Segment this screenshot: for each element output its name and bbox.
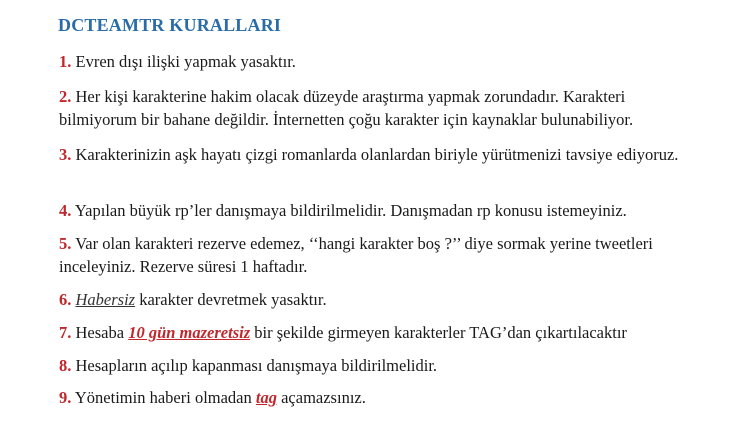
rule-number: 8. [59, 356, 72, 375]
rule-1 [59, 50, 699, 73]
rule-2 [59, 85, 699, 131]
rule-text-after: açamazsınız. [276, 388, 366, 407]
rule-number: 1. [59, 52, 72, 71]
rule-3 [59, 143, 699, 166]
rule-7 [59, 321, 699, 344]
rule-text-after: bir şekilde girmeyen karakterler TAG’dan çıkartılacaktır [250, 323, 627, 342]
rule-emphasis: tag [255, 388, 277, 407]
rule-emphasis: Habersiz [75, 290, 136, 309]
rule-number: 3. [59, 145, 72, 164]
rule-emphasis: 10 gün mazeretsiz [128, 323, 251, 342]
rule-number: 7. [59, 323, 72, 342]
rule-text: Her kişi karakterine hakim olacak düzeyde araştırma yapmak zorundadır. Karakteri bilmiyorum bir bahane değildir. İnternetten çoğu karakter için kaynaklar bulunabiliyor. [59, 87, 634, 129]
rule-text: Var olan karakteri rezerve edemez, ‘‘hangi karakter boş ?’’ diye sormak yerine tweetleri inceleyiniz. Rezerve süresi 1 haftadır. [59, 234, 653, 276]
rule-8 [59, 354, 699, 377]
rule-number: 5. [59, 234, 72, 253]
rule-6 [59, 288, 699, 311]
rule-text: Evren dışı ilişki yapmak yasaktır. [75, 52, 296, 71]
rule-4 [59, 199, 699, 222]
rule-number: 9. [59, 388, 72, 407]
rule-9 [59, 386, 699, 409]
rule-number: 6. [59, 290, 72, 309]
rule-text-before: Hesaba [75, 323, 129, 342]
document-title: DCTEAMTR KURALLARI [58, 15, 282, 35]
rule-text: karakter devretmek yasaktır. [135, 290, 327, 309]
rule-text-before: Yönetimin haberi olmadan [74, 388, 256, 407]
rule-number: 2. [59, 87, 72, 106]
rule-number: 4. [59, 201, 72, 220]
rule-5 [59, 232, 699, 278]
rule-text: Karakterinizin aşk hayatı çizgi romanlarda olanlardan biriyle yürütmenizi tavsiye ediyoruz. [75, 145, 679, 164]
rule-text: Yapılan büyük rp’ler danışmaya bildirilmelidir. Danışmadan rp konusu istemeyiniz. [74, 201, 627, 220]
rule-text: Hesapların açılıp kapanması danışmaya bildirilmelidir. [75, 356, 438, 375]
